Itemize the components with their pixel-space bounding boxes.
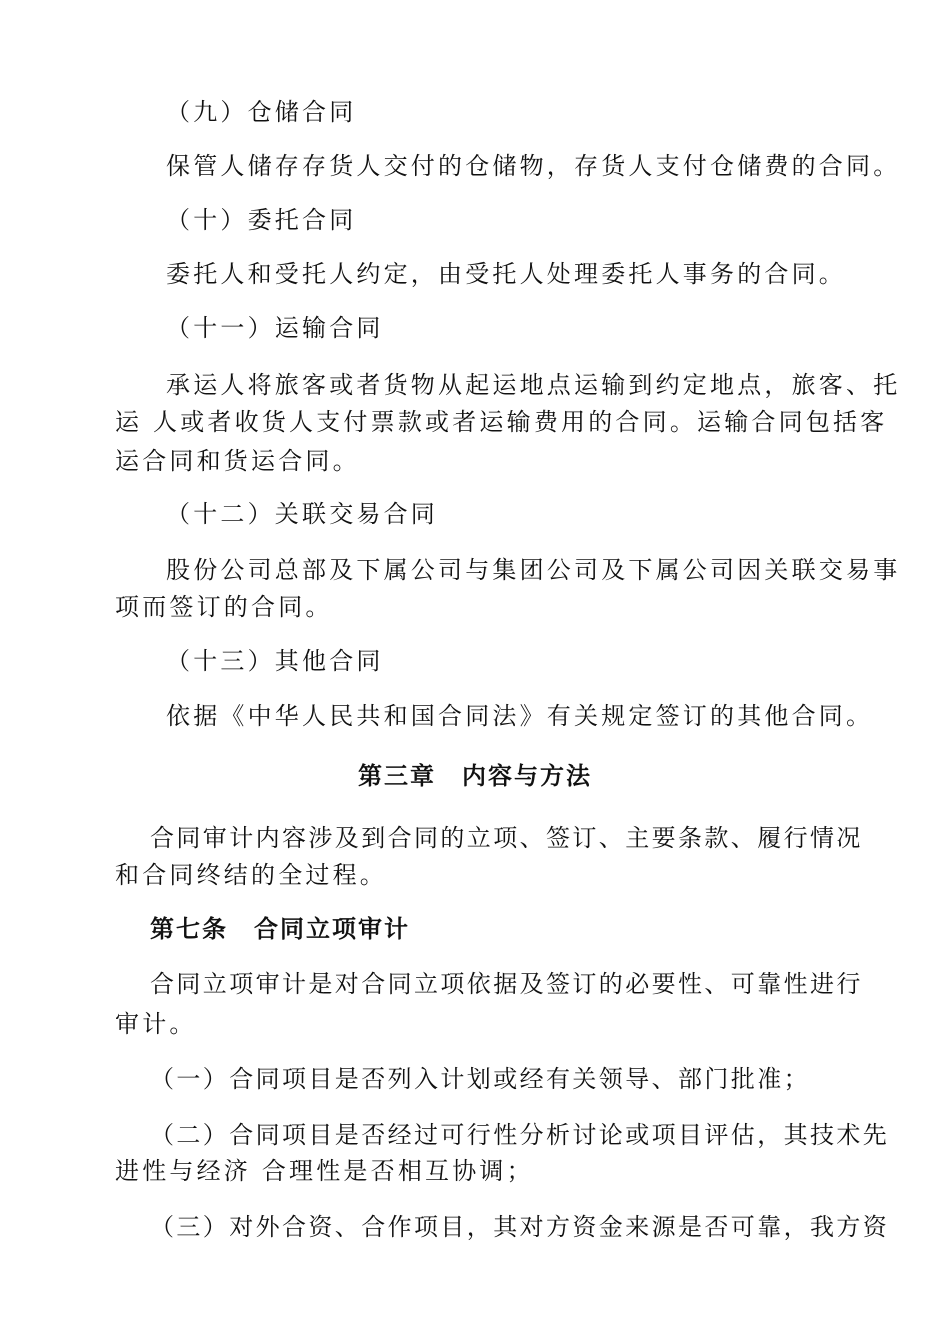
paragraph-audit-scope-line-2: 和合同终结的全过程。 xyxy=(115,861,387,889)
paragraph-other-contract: 依据《中华人民共和国合同法》有关规定签订的其他合同。 xyxy=(166,702,874,730)
article-heading: 第七条 合同立项审计 xyxy=(150,915,410,943)
paragraph-transport-line-2: 运 人或者收货人支付票款或者运输费用的合同。运输合同包括客 xyxy=(115,408,888,436)
paragraph-audit-scope-line-1: 合同审计内容涉及到合同的立项、签订、主要条款、履行情况 xyxy=(150,824,863,852)
paragraph-initiation-audit-line-2: 审计。 xyxy=(115,1010,197,1038)
paragraph-initiation-audit-line-1: 合同立项审计是对合同立项依据及签订的必要性、可靠性进行 xyxy=(150,970,863,998)
paragraph-transport-line-3: 运合同和货运合同。 xyxy=(115,447,360,475)
list-item-2-line-1: （二）合同项目是否经过可行性分析讨论或项目评估，其技术先 xyxy=(150,1121,890,1149)
paragraph-transport-line-1: 承运人将旅客或者货物从起运地点运输到约定地点，旅客、托 xyxy=(166,371,901,399)
list-item-3-line-1: （三）对外合资、合作项目，其对方资金来源是否可靠，我方资 xyxy=(150,1213,890,1241)
paragraph-related-transaction-line-1: 股份公司总部及下属公司与集团公司及下属公司因关联交易事 xyxy=(166,556,901,584)
section-heading-transport-contract: （十一）运输合同 xyxy=(166,314,384,342)
section-heading-related-transaction-contract: （十二）关联交易合同 xyxy=(166,500,438,528)
paragraph-related-transaction-line-2: 项而签订的合同。 xyxy=(115,593,333,621)
chapter-heading: 第三章 内容与方法 xyxy=(358,762,592,790)
paragraph-warehousing-definition: 保管人储存存货人交付的仓储物，存货人支付仓储费的合同。 xyxy=(166,152,901,180)
section-heading-entrustment-contract: （十）委托合同 xyxy=(166,206,357,234)
section-heading-other-contract: （十三）其他合同 xyxy=(166,647,384,675)
paragraph-entrustment-definition: 委托人和受托人约定，由受托人处理委托人事务的合同。 xyxy=(166,260,846,288)
list-item-1: （一）合同项目是否列入计划或经有关领导、部门批准； xyxy=(150,1065,810,1093)
list-item-2-line-2: 进性与经济 合理性是否相互协调； xyxy=(115,1157,534,1185)
section-heading-warehousing-contract: （九）仓储合同 xyxy=(166,98,357,126)
